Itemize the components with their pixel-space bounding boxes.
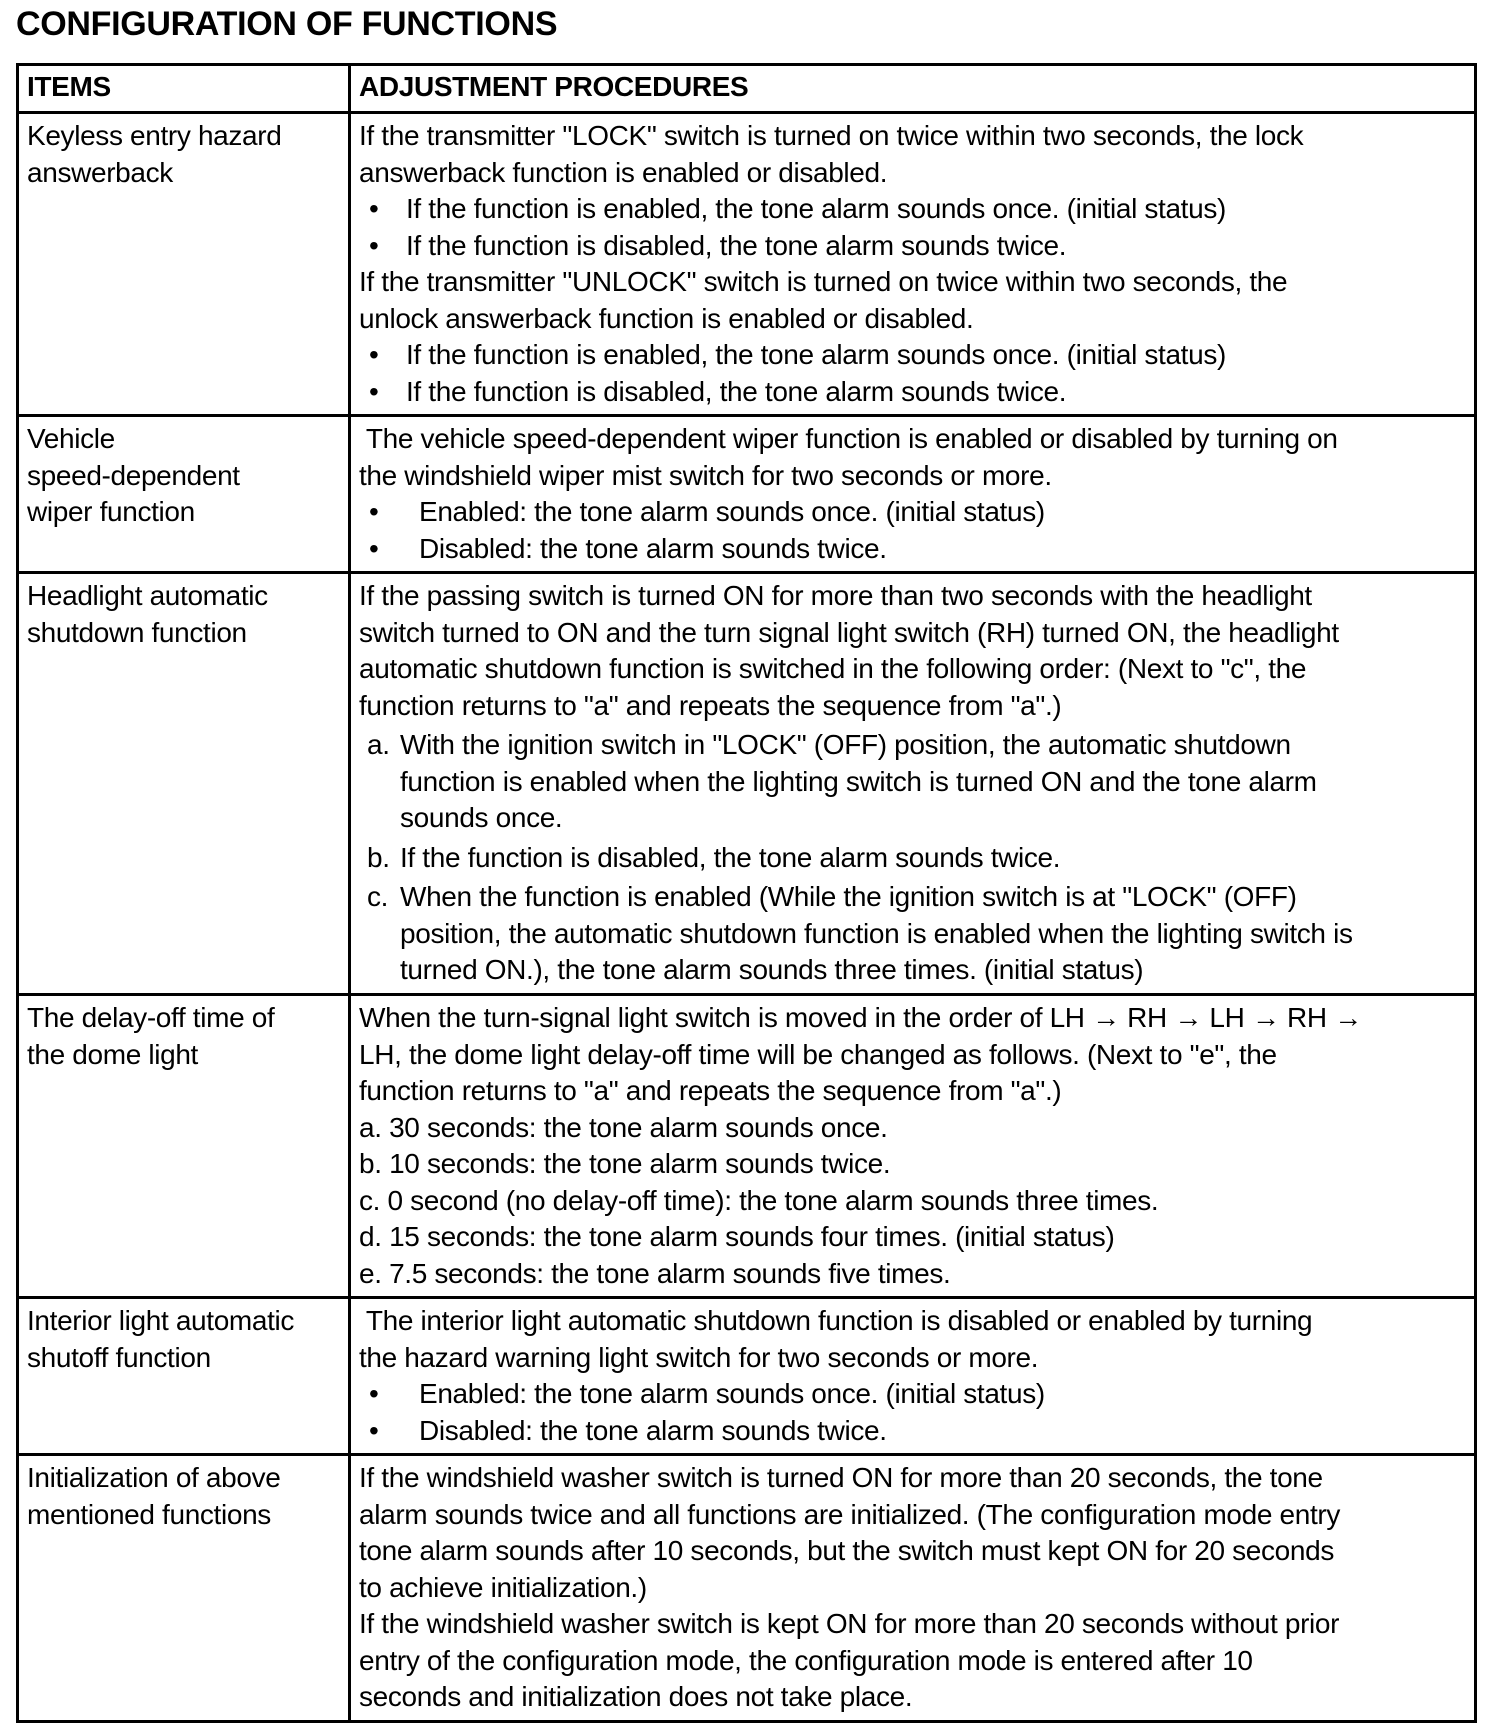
item-line: wiper function bbox=[27, 496, 195, 527]
sequence-step: a. 30 seconds: the tone alarm sounds once. bbox=[359, 1111, 888, 1143]
item-cell bbox=[18, 1455, 350, 1722]
sequence-step-a bbox=[359, 727, 1466, 837]
step-marker: a. bbox=[367, 729, 390, 760]
table-row bbox=[18, 416, 1476, 573]
item-cell bbox=[18, 995, 350, 1298]
procedure-line: entry of the configuration mode, the configuration mode is entered after 10 bbox=[359, 1644, 1253, 1676]
sequence-step: e. 7.5 seconds: the tone alarm sounds five times. bbox=[359, 1257, 951, 1289]
item-line: Headlight automatic bbox=[27, 580, 268, 611]
procedure-line: to achieve initialization.) bbox=[359, 1571, 647, 1603]
header-items: ITEMS bbox=[18, 65, 350, 113]
procedure-cell bbox=[350, 113, 1476, 416]
item-line: shutoff function bbox=[27, 1341, 211, 1373]
item-line: mentioned functions bbox=[27, 1498, 271, 1530]
bullet-item bbox=[359, 228, 1466, 265]
bullet-text: If the function is enabled, the tone alarm sounds once. (initial status) bbox=[406, 339, 1226, 370]
procedure-cell bbox=[350, 1455, 1476, 1722]
step-marker: c. bbox=[367, 881, 389, 912]
configuration-table bbox=[16, 63, 1477, 1723]
bullet-item bbox=[359, 531, 1466, 568]
bullet-item bbox=[359, 1376, 1466, 1413]
procedure-line: The vehicle speed-dependent wiper function is enabled or disabled by turning on bbox=[359, 423, 1338, 454]
step-line: sounds once. bbox=[400, 802, 563, 833]
item-line: answerback bbox=[27, 156, 173, 188]
sequence-step-b bbox=[359, 840, 1466, 877]
bullet-text: If the function is disabled, the tone alarm sounds twice. bbox=[406, 229, 1067, 261]
bullet-item bbox=[359, 337, 1466, 374]
bullet-text: If the function is enabled, the tone alarm sounds once. (initial status) bbox=[406, 193, 1226, 224]
procedure-line: switch turned to ON and the turn signal light switch (RH) turned ON, the headlight bbox=[359, 616, 1339, 648]
procedure-cell bbox=[350, 416, 1476, 573]
item-line: speed-dependent bbox=[27, 459, 240, 491]
bullet-text: Enabled: the tone alarm sounds once. (initial status) bbox=[419, 1378, 1045, 1409]
item-cell bbox=[18, 573, 350, 995]
procedure-line: tone alarm sounds after 10 seconds, but the switch must kept ON for 20 seconds bbox=[359, 1535, 1334, 1566]
bullet-icon: • bbox=[369, 229, 379, 261]
step-line: If the function is disabled, the tone alarm sounds twice. bbox=[400, 841, 1061, 873]
item-line: Interior light automatic bbox=[27, 1305, 295, 1336]
table-row bbox=[18, 573, 1476, 995]
bullet-icon: • bbox=[369, 496, 379, 527]
step-line: function is enabled when the lighting switch is turned ON and the tone alarm bbox=[400, 765, 1317, 797]
item-line: Vehicle bbox=[27, 423, 115, 454]
bullet-text: Enabled: the tone alarm sounds once. (initial status) bbox=[419, 496, 1045, 527]
procedure-line: function returns to "a" and repeats the sequence from "a".) bbox=[359, 689, 1062, 721]
table-row bbox=[18, 995, 1476, 1298]
bullet-item bbox=[359, 494, 1466, 531]
procedure-line: LH, the dome light delay-off time will be changed as follows. (Next to "e", the bbox=[359, 1038, 1277, 1070]
procedure-line: When the turn-signal light switch is moved in the order of LH → RH → LH → RH → bbox=[359, 1002, 1362, 1033]
procedure-line: answerback function is enabled or disabled. bbox=[359, 156, 888, 188]
item-line: the dome light bbox=[27, 1038, 198, 1070]
item-line: Initialization of above bbox=[27, 1462, 281, 1493]
procedure-line: If the windshield washer switch is kept ON for more than 20 seconds without prior bbox=[359, 1608, 1340, 1639]
procedure-line: If the windshield washer switch is turned ON for more than 20 seconds, the tone bbox=[359, 1462, 1323, 1493]
bullet-icon: • bbox=[369, 532, 379, 564]
procedure-cell bbox=[350, 995, 1476, 1298]
bullet-text: If the function is disabled, the tone alarm sounds twice. bbox=[406, 375, 1067, 407]
bullet-item bbox=[359, 191, 1466, 228]
table-row bbox=[18, 1455, 1476, 1722]
procedure-line: automatic shutdown function is switched in the following order: (Next to "c", the bbox=[359, 653, 1307, 684]
procedure-line: If the transmitter "UNLOCK" switch is turned on twice within two seconds, the bbox=[359, 266, 1288, 297]
procedure-line: If the transmitter "LOCK" switch is turned on twice within two seconds, the lock bbox=[359, 120, 1304, 151]
procedure-line: unlock answerback function is enabled or disabled. bbox=[359, 302, 974, 334]
item-cell bbox=[18, 1298, 350, 1455]
procedure-cell bbox=[350, 1298, 1476, 1455]
procedure-line: the hazard warning light switch for two seconds or more. bbox=[359, 1341, 1039, 1373]
step-line: When the function is enabled (While the ignition switch is at "LOCK" (OFF) bbox=[400, 881, 1297, 912]
sequence-step-c bbox=[359, 879, 1466, 989]
step-line: turned ON.), the tone alarm sounds three times. (initial status) bbox=[400, 954, 1144, 985]
sequence-step: d. 15 seconds: the tone alarm sounds four times. (initial status) bbox=[359, 1221, 1115, 1252]
procedure-line: seconds and initialization does not take place. bbox=[359, 1681, 913, 1712]
bullet-item bbox=[359, 1413, 1466, 1450]
table-header-row bbox=[18, 65, 1476, 113]
item-line: The delay-off time of bbox=[27, 1002, 275, 1033]
table-row bbox=[18, 113, 1476, 416]
bullet-icon: • bbox=[369, 1378, 379, 1409]
sequence-step: c. 0 second (no delay-off time): the tone alarm sounds three times. bbox=[359, 1184, 1159, 1216]
bullet-text: Disabled: the tone alarm sounds twice. bbox=[419, 1414, 887, 1446]
bullet-text: Disabled: the tone alarm sounds twice. bbox=[419, 532, 887, 564]
table-row bbox=[18, 1298, 1476, 1455]
step-line: position, the automatic shutdown function is enabled when the lighting switch is bbox=[400, 917, 1353, 949]
bullet-item bbox=[359, 374, 1466, 411]
header-adjustment-procedures: ADJUSTMENT PROCEDURES bbox=[350, 65, 1476, 113]
item-line: Keyless entry hazard bbox=[27, 120, 282, 151]
item-line: shutdown function bbox=[27, 616, 247, 648]
procedure-cell bbox=[350, 573, 1476, 995]
page-title: CONFIGURATION OF FUNCTIONS bbox=[16, 5, 558, 43]
sequence-step: b. 10 seconds: the tone alarm sounds twice. bbox=[359, 1148, 891, 1179]
procedure-line: If the passing switch is turned ON for more than two seconds with the headlight bbox=[359, 580, 1312, 611]
step-marker: b. bbox=[367, 841, 390, 873]
step-line: With the ignition switch in "LOCK" (OFF) position, the automatic shutdown bbox=[400, 729, 1291, 760]
procedure-line: function returns to "a" and repeats the sequence from "a".) bbox=[359, 1075, 1062, 1106]
procedure-line: the windshield wiper mist switch for two seconds or more. bbox=[359, 459, 1052, 491]
procedure-line: alarm sounds twice and all functions are initialized. (The configuration mode entry bbox=[359, 1498, 1341, 1530]
item-cell bbox=[18, 113, 350, 416]
bullet-icon: • bbox=[369, 1414, 379, 1446]
bullet-icon: • bbox=[369, 375, 379, 407]
bullet-icon: • bbox=[369, 339, 379, 370]
item-cell bbox=[18, 416, 350, 573]
procedure-line: The interior light automatic shutdown function is disabled or enabled by turning bbox=[359, 1305, 1313, 1336]
bullet-icon: • bbox=[369, 193, 379, 224]
